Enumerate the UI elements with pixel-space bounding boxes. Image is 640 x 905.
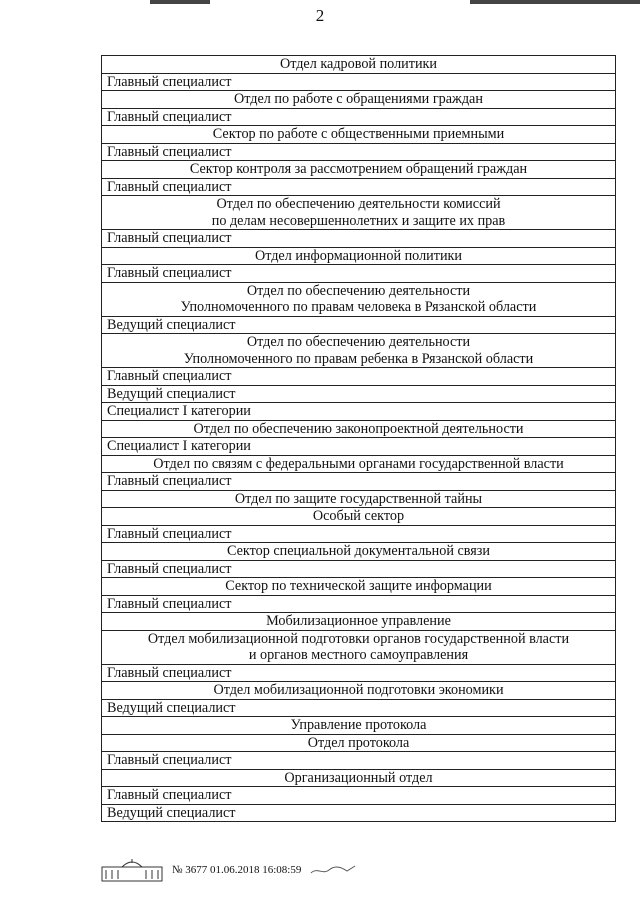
position-title: Главный специалист xyxy=(102,525,616,543)
position-title: Ведущий специалист xyxy=(102,385,616,403)
department-name xyxy=(102,630,616,664)
department-row xyxy=(102,282,616,316)
position-title: Главный специалист xyxy=(102,108,616,126)
department-row xyxy=(102,56,616,74)
department-name xyxy=(102,282,616,316)
position-row xyxy=(102,438,616,456)
position-row xyxy=(102,664,616,682)
position-row xyxy=(102,699,616,717)
signature-mark xyxy=(309,863,359,877)
department-row xyxy=(102,334,616,368)
department-name xyxy=(102,334,616,368)
position-title: Главный специалист xyxy=(102,473,616,491)
position-row xyxy=(102,73,616,91)
scan-artifact xyxy=(150,0,210,4)
registration-stamp: № 3677 01.06.2018 16:08:59 xyxy=(172,864,302,876)
department-row xyxy=(102,508,616,526)
position-title: Главный специалист xyxy=(102,787,616,805)
department-row xyxy=(102,455,616,473)
department-name: Управление протокола xyxy=(102,717,616,735)
department-name: Организационный отдел xyxy=(102,769,616,787)
department-name: Сектор по технической защите информации xyxy=(102,578,616,596)
department-name: Отдел протокола xyxy=(102,734,616,752)
position-row xyxy=(102,403,616,421)
position-title: Главный специалист xyxy=(102,752,616,770)
department-name: Отдел по защите государственной тайны xyxy=(102,490,616,508)
position-row xyxy=(102,316,616,334)
position-row xyxy=(102,385,616,403)
department-name: Сектор специальной документальной связи xyxy=(102,543,616,561)
department-name: Отдел по обеспечению законопроектной деятельности xyxy=(102,420,616,438)
department-name: Отдел мобилизационной подготовки экономики xyxy=(102,682,616,700)
department-name-line: Отдел мобилизационной подготовки органов государственной власти xyxy=(147,630,570,647)
position-row xyxy=(102,108,616,126)
department-name: Сектор контроля за рассмотрением обращений граждан xyxy=(102,161,616,179)
position-row xyxy=(102,752,616,770)
department-name: Отдел по связям с федеральными органами государственной власти xyxy=(102,455,616,473)
position-row xyxy=(102,230,616,248)
department-name-line: Отдел по обеспечению деятельности комиссий xyxy=(216,196,501,212)
position-title: Главный специалист xyxy=(102,664,616,682)
position-row xyxy=(102,525,616,543)
department-row xyxy=(102,490,616,508)
department-name-line: по делам несовершеннолетних и защите их прав xyxy=(211,212,506,229)
department-name xyxy=(102,196,616,230)
position-title: Главный специалист xyxy=(102,560,616,578)
position-title: Главный специалист xyxy=(102,230,616,248)
position-title: Главный специалист xyxy=(102,73,616,91)
department-row xyxy=(102,578,616,596)
registry-logo-icon xyxy=(100,857,164,883)
department-row xyxy=(102,543,616,561)
department-name-line: Отдел по обеспечению деятельности xyxy=(246,282,471,299)
department-row xyxy=(102,91,616,109)
department-name: Особый сектор xyxy=(102,508,616,526)
department-name-line: Уполномоченного по правам человека в Рязанской области xyxy=(180,299,537,315)
position-title: Специалист I категории xyxy=(102,403,616,421)
scan-artifact xyxy=(470,0,640,4)
position-title: Главный специалист xyxy=(102,265,616,283)
position-title: Специалист I категории xyxy=(102,438,616,456)
department-row xyxy=(102,717,616,735)
department-row xyxy=(102,734,616,752)
position-row xyxy=(102,804,616,822)
department-row xyxy=(102,247,616,265)
department-row xyxy=(102,196,616,230)
position-row xyxy=(102,143,616,161)
department-name-line: Отдел по обеспечению деятельности xyxy=(246,334,471,350)
position-title: Главный специалист xyxy=(102,368,616,386)
position-row xyxy=(102,265,616,283)
department-name: Мобилизационное управление xyxy=(102,613,616,631)
position-row xyxy=(102,787,616,805)
department-row xyxy=(102,161,616,179)
department-row xyxy=(102,420,616,438)
position-row xyxy=(102,560,616,578)
staff-table xyxy=(101,55,616,822)
position-title: Главный специалист xyxy=(102,143,616,161)
position-row xyxy=(102,473,616,491)
document-footer xyxy=(100,855,359,885)
position-row xyxy=(102,178,616,196)
position-title: Главный специалист xyxy=(102,595,616,613)
department-name-line: и органов местного самоуправления xyxy=(248,647,469,663)
department-row xyxy=(102,126,616,144)
department-name: Сектор по работе с общественными приемными xyxy=(102,126,616,144)
department-name: Отдел информационной политики xyxy=(102,247,616,265)
position-title: Ведущий специалист xyxy=(102,804,616,822)
department-row xyxy=(102,682,616,700)
department-name-line: Уполномоченного по правам ребенка в Рязанской области xyxy=(183,350,534,367)
department-row xyxy=(102,630,616,664)
position-title: Ведущий специалист xyxy=(102,316,616,334)
department-row xyxy=(102,613,616,631)
position-title: Ведущий специалист xyxy=(102,699,616,717)
position-row xyxy=(102,368,616,386)
department-name: Отдел по работе с обращениями граждан xyxy=(102,91,616,109)
position-title: Главный специалист xyxy=(102,178,616,196)
department-name: Отдел кадровой политики xyxy=(102,56,616,74)
position-row xyxy=(102,595,616,613)
page-number: 2 xyxy=(315,6,325,25)
department-row xyxy=(102,769,616,787)
